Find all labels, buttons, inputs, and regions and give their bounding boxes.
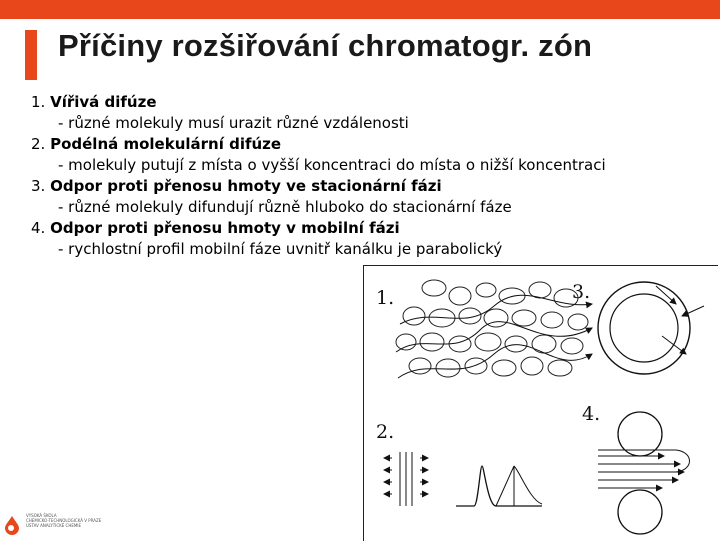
- item-list: [31, 92, 716, 260]
- item-heading: Vířivá difúze: [50, 93, 157, 111]
- logo-line: CHEMICKO-TECHNOLOGICKÁ V PRAZE: [26, 518, 102, 523]
- panel-label-4: 4.: [582, 403, 601, 425]
- flask-drop-icon: [4, 515, 20, 535]
- item-description: - molekuly putují z místa o vyšší koncentraci do místa o nižší koncentraci: [58, 156, 606, 174]
- logo-text: [26, 513, 101, 528]
- item-description: - různé molekuly musí urazit různé vzdálenosti: [58, 114, 409, 132]
- item-number: 4.: [31, 219, 46, 237]
- panel-stationary-phase: [572, 281, 704, 374]
- item-description: - rychlostní profil mobilní fáze uvnitř kanálku je parabolický: [58, 240, 503, 258]
- diagram-svg: [364, 266, 718, 541]
- top-accent-bar: [0, 0, 720, 19]
- list-item: [31, 218, 716, 260]
- broadening-diagram: [363, 265, 718, 541]
- panel-label-3: 3.: [572, 281, 591, 303]
- list-item: [31, 176, 716, 218]
- item-heading: Odpor proti přenosu hmoty v mobilní fázi: [50, 219, 400, 237]
- panel-mobile-phase: [582, 403, 690, 534]
- logo-line: ÚSTAV ANALYTICKÉ CHEMIE: [26, 523, 82, 528]
- item-heading: Podélná molekulární difúze: [50, 135, 282, 153]
- panel-label-1: 1.: [376, 287, 395, 309]
- list-item: [31, 92, 716, 134]
- university-logo: [4, 513, 124, 537]
- item-number: 2.: [31, 135, 46, 153]
- slide-title: Příčiny rozšiřování chromatogr. zón: [58, 28, 593, 63]
- panel-eddy-diffusion: [376, 280, 592, 378]
- panel-label-2: 2.: [376, 421, 395, 443]
- logo-line: VYSOKÁ ŠKOLA: [26, 513, 57, 518]
- item-heading: Odpor proti přenosu hmoty ve stacionární fázi: [50, 177, 442, 195]
- panel-longitudinal-diffusion: [376, 421, 542, 506]
- item-number: 3.: [31, 177, 46, 195]
- item-number: 1.: [31, 93, 46, 111]
- item-description: - různé molekuly difundují různě hluboko do stacionární fáze: [58, 198, 512, 216]
- title-accent-bar: [25, 30, 37, 80]
- list-item: [31, 134, 716, 176]
